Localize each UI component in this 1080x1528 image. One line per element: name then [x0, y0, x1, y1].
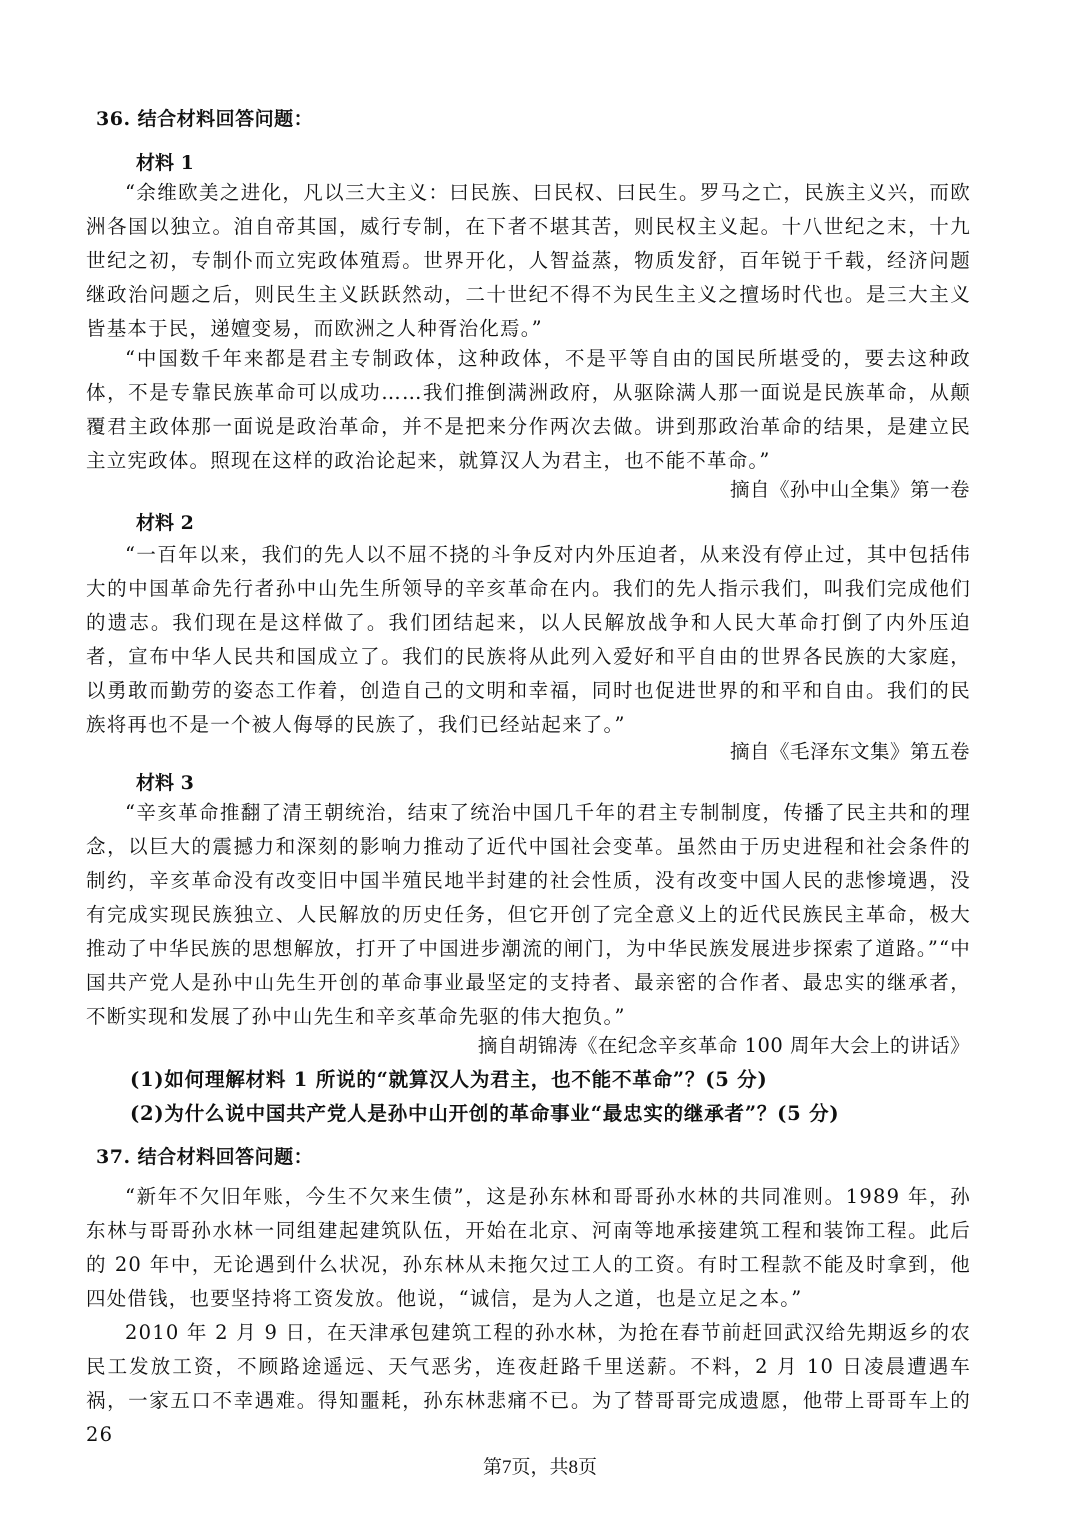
material-2-source: 摘自《毛泽东文集》第五卷: [729, 740, 970, 763]
material-1-paragraph-1: “余维欧美之进化，凡以三大主义：曰民族、曰民权、曰民生。罗马之亡，民族主义兴，而欧洲各国以独立。洎自帝其国，威行专制，在下者不堪其苦，则民权主义起。十八世纪之末，十九世纪之初，专制仆而立宪政体殖焉。世界开化，人智益蒸，物质发舒，百年锐于千载，经济问题继政治问题之后，则民生主义跃跃然动，二十世纪不得不为民生主义之擅场时代也。是三大主义皆基本于民，递嬗变易，而欧洲之人种胥治化焉。”: [86, 181, 971, 340]
sub-question-2: (2)为什么说中国共产党人是孙中山开创的革命事业“最忠实的继承者”？(5 分): [130, 1102, 840, 1125]
question-37-paragraph-1: “新年不欠旧年账，今生不欠来生债”，这是孙东林和哥哥孙水林的共同准则。1989 年，孙东林与哥哥孙水林一同组建起建筑队伍，开始在北京、河南等地承接建筑工程和装饰工程。此后的 20 年中，无论遇到什么状况，孙东林从未拖欠过工人的工资。有时工程款不能及时拿到，他四处借钱，也要坚持将工资发放。他说，“诚信，是为人之道，也是立足之本。”: [86, 1185, 971, 1310]
sub-question-1: (1)如何理解材料 1 所说的“就算汉人为君主，也不能不革命”？(5 分): [130, 1068, 768, 1091]
material-3-label: 材料 3: [136, 772, 194, 794]
material-2-label: 材料 2: [136, 512, 194, 534]
question-37-paragraph-2: 2010 年 2 月 9 日，在天津承包建筑工程的孙水林，为抢在春节前赶回武汉给先期返乡的农民工发放工资，不顾路途遥远、天气恶劣，连夜赶路千里送薪。不料，2 月 10 日凌晨遭遇车祸，一家五口不幸遇难。得知噩耗，孙东林悲痛不已。为了替哥哥完成遗愿，他带上哥哥车上的 26: [86, 1321, 971, 1446]
material-3-source: 摘自胡锦涛《在纪念辛亥革命 100 周年大会上的讲话》: [477, 1034, 970, 1057]
question-36-title: 36. 结合材料回答问题：: [96, 108, 314, 130]
material-2-paragraph: “一百年以来，我们的先人以不屈不挠的斗争反对内外压迫者，从来没有停止过，其中包括伟大的中国革命先行者孙中山先生所领导的辛亥革命在内。我们的先人指示我们，叫我们完成他们的遗志。我们现在是这样做了。我们团结起来，以人民解放战争和人民大革命打倒了内外压迫者，宣布中华人民共和国成立了。我们的民族将从此列入爱好和平自由的世界各民族的大家庭，以勇敢而勤劳的姿态工作着，创造自己的文明和幸福，同时也促进世界的和平和自由。我们的民族将再也不是一个被人侮辱的民族了，我们已经站起来了。”: [86, 543, 971, 736]
material-1-label: 材料 1: [136, 152, 194, 174]
question-37-title: 37. 结合材料回答问题：: [96, 1146, 314, 1168]
page-number-footer: 第7页，共8页: [482, 1457, 597, 1478]
material-1-source: 摘自《孙中山全集》第一卷: [729, 478, 970, 501]
material-1-paragraph-2: “中国数千年来都是君主专制政体，这种政体，不是平等自由的国民所堪受的，要去这种政体，不是专靠民族革命可以成功……我们推倒满洲政府，从驱除满人那一面说是民族革命，从颠覆君主政体那一面说是政治革命，并不是把来分作两次去做。讲到那政治革命的结果，是建立民主立宪政体。照现在这样的政治论起来，就算汉人为君主，也不能不革命。”: [86, 347, 971, 472]
material-3-paragraph: “辛亥革命推翻了清王朝统治，结束了统治中国几千年的君主专制制度，传播了民主共和的理念，以巨大的震撼力和深刻的影响力推动了近代中国社会变革。虽然由于历史进程和社会条件的制约，辛亥革命没有改变旧中国半殖民地半封建的社会性质，没有改变中国人民的悲惨境遇，没有完成实现民族独立、人民解放的历史任务，但它开创了完全意义上的近代民族民主革命，极大推动了中华民族的思想解放，打开了中国进步潮流的闸门，为中华民族发展进步探索了道路。”“中国共产党人是孙中山先生开创的革命事业最坚定的支持者、最亲密的合作者、最忠实的继承者，不断实现和发展了孙中山先生和辛亥革命先驱的伟大抱负。”: [86, 801, 971, 1028]
